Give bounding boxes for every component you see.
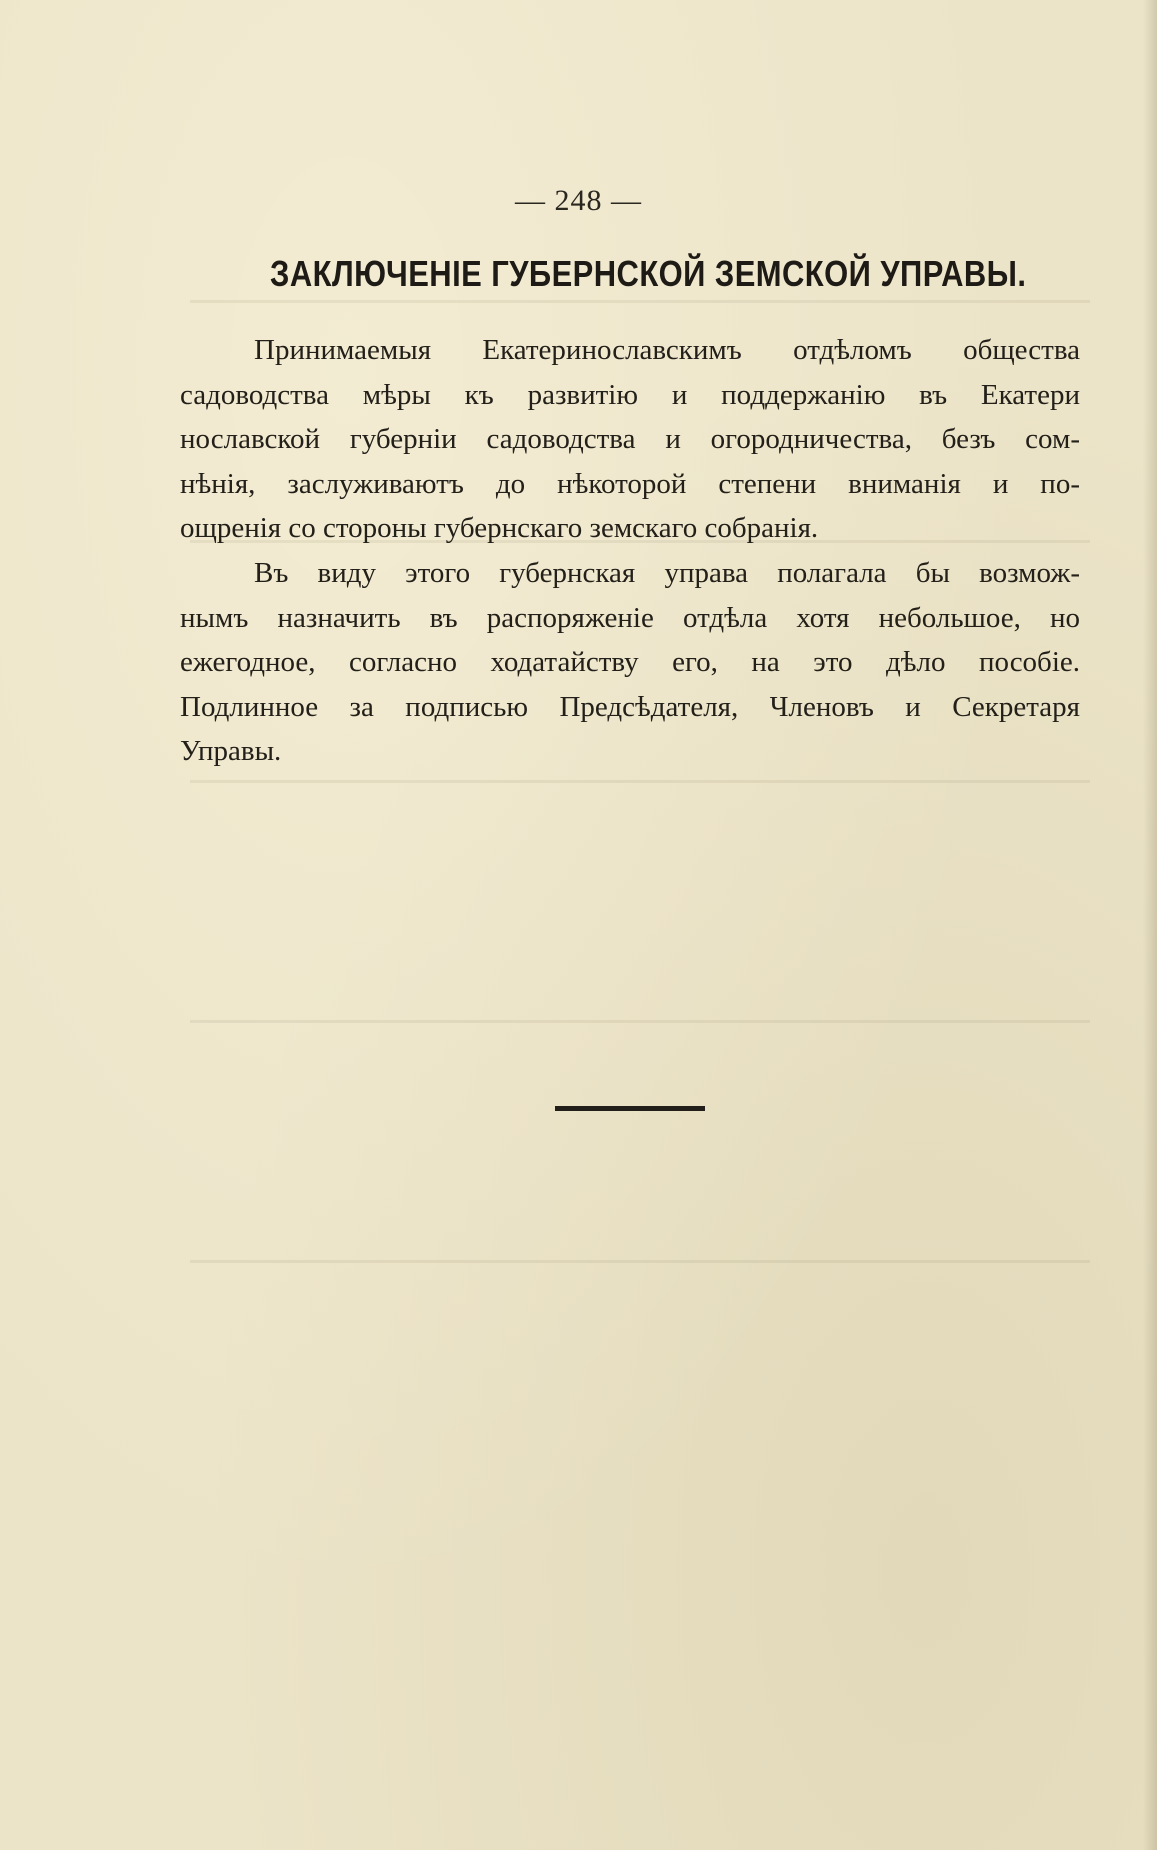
show-through-line <box>190 780 1090 783</box>
show-through-line <box>190 1020 1090 1023</box>
text-line: Въ виду этого губернская управа полагала бы возмож- <box>254 556 1080 589</box>
show-through-line <box>190 1260 1090 1263</box>
body-text <box>180 328 1080 774</box>
page-number: — 248 — <box>515 184 642 217</box>
text-line: садоводства мѣры къ развитію и поддержанію въ Екатери <box>180 378 1080 411</box>
text-line: ежегодное, согласно ходатайству его, на это дѣло пособіе. <box>180 646 1080 679</box>
text-line: нославской губерніи садоводства и огородничества, безъ сом- <box>180 423 1080 456</box>
text-line: Подлинное за подписью Предсѣдателя, Членовъ и Секретаря <box>180 690 1080 723</box>
section-heading: ЗАКЛЮЧЕНІЕ ГУБЕРНСКОЙ ЗЕМСКОЙ УПРАВЫ. <box>270 253 1027 294</box>
closing-rule <box>555 1106 705 1111</box>
text-line: нѣнія, заслуживаютъ до нѣкоторой степени вниманія и по- <box>180 467 1080 500</box>
text-line: нымъ назначить въ распоряженіе отдѣла хотя небольшое, но <box>180 601 1080 634</box>
page-edge-shadow <box>1143 0 1157 1850</box>
show-through-line <box>190 300 1090 303</box>
text-line: Управы. <box>180 735 282 768</box>
text-line: ощренія со стороны губернскаго земскаго собранія. <box>180 512 819 545</box>
text-line: Принимаемыя Екатеринославскимъ отдѣломъ общества <box>254 334 1080 366</box>
